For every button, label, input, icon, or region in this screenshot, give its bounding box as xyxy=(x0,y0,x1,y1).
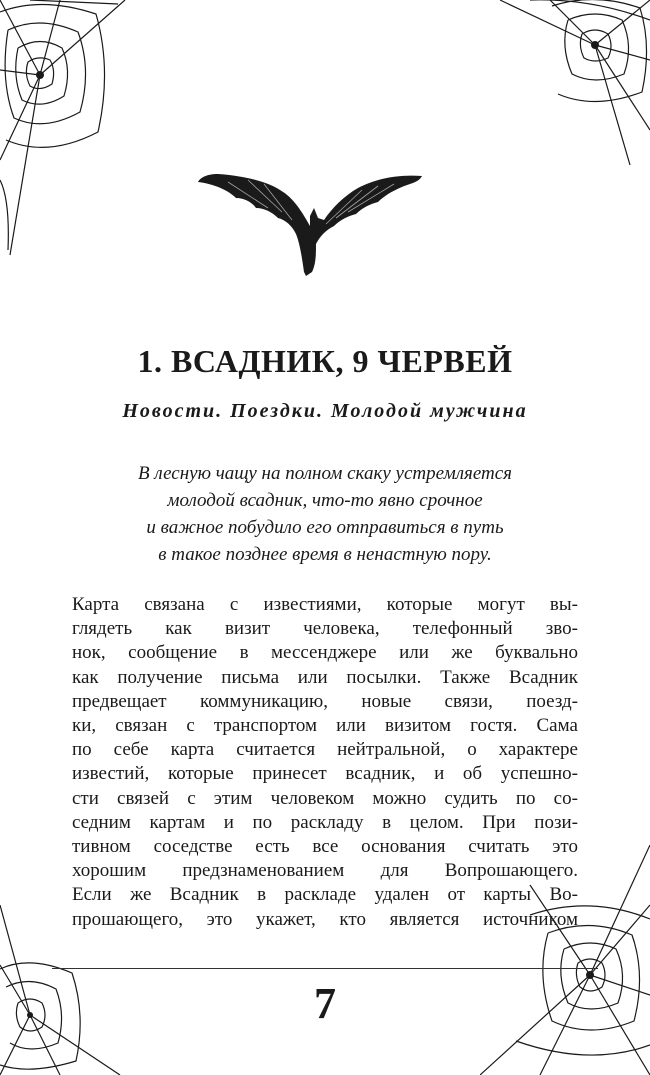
spider-web-icon xyxy=(0,0,170,260)
body-line: как получение письма или посылки. Также Всадник xyxy=(72,666,578,688)
epigraph-line: и важное побудило его отправиться в путь xyxy=(146,517,504,538)
body-line: хорошим предзнаменованием для Вопрошающего. xyxy=(72,860,578,882)
body-line: седним картам и по раскладу в целом. При пози- xyxy=(72,811,578,833)
epigraph-line: В лесную чащу на полном скаку устремляется xyxy=(137,463,513,484)
bat-icon xyxy=(198,168,422,276)
epigraph xyxy=(0,460,650,568)
body-line: прошающего, это укажет, кто является источником xyxy=(72,908,578,930)
page-subtitle: Новости. Поездки. Молодой мужчина xyxy=(122,400,528,422)
epigraph-line: молодой всадник, что-то явно срочное xyxy=(167,490,483,511)
page-title: 1. ВСАДНИК, 9 ЧЕРВЕЙ xyxy=(137,343,513,379)
body-line: известий, которые принесет всадник, и об успешно- xyxy=(72,763,578,785)
footer-divider xyxy=(52,968,598,969)
body-line: глядеть как визит человека, телефонный зво- xyxy=(72,618,578,640)
body-line: Карта связана с известиями, которые могут вы- xyxy=(72,594,578,615)
body-line: Если же Всадник в раскладе удален от карты Во- xyxy=(72,884,578,906)
body-line: тивном соседстве есть все основания считать это xyxy=(72,836,578,858)
spider-web-icon xyxy=(480,0,650,170)
body-line: нок, сообщение в мессенджере или же буквально xyxy=(72,642,578,664)
body-line: ки, связан с транспортом или визитом гостя. Сама xyxy=(72,715,578,737)
page-number: 7 xyxy=(314,979,336,1028)
epigraph-line: в такое позднее время в ненастную пору. xyxy=(158,544,492,565)
body-line: сти связей с этим человеком можно судить по со- xyxy=(72,787,578,809)
body-line: по себе карта считается нейтральной, о характере xyxy=(72,739,578,761)
body-line: предвещает коммуникацию, новые связи, поезд- xyxy=(72,690,578,712)
body-paragraph xyxy=(72,593,578,932)
